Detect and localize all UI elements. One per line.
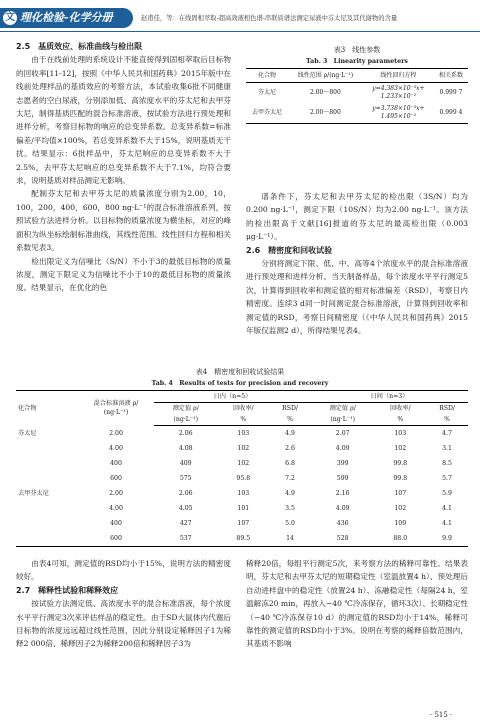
table-row bbox=[16, 516, 468, 531]
table-row bbox=[16, 456, 468, 471]
section-heading-2-7: 2.7 稀释性试验和稀释效应 bbox=[16, 585, 119, 595]
paragraph: 由表4可知，测定值的RSD均小于15%，说明方法的精密度较好。 bbox=[16, 559, 231, 582]
table-cell: 102 bbox=[394, 505, 407, 512]
table3-header: 化合物 bbox=[246, 69, 288, 83]
table-cell: 2.06 bbox=[178, 490, 193, 497]
compound-cell bbox=[16, 516, 78, 531]
table-cell: 4.9 bbox=[285, 430, 295, 437]
table-cell: 600 bbox=[78, 531, 154, 547]
header-divider bbox=[0, 31, 480, 32]
table-cell: 2.6 bbox=[285, 445, 295, 452]
paragraph: 按试验方法测定低、高浓度水平的混合标准溶液，每个浓度水平平行测定3次来评估样品的稳定性。由于SD大鼠体内代谢后目标物的浓度远远超过线性范围，因此分别设定稀释因子1为稀释2 000倍、稀释因子2为稀释200倍和稀释因子3为 bbox=[16, 599, 231, 649]
table-cell bbox=[363, 103, 434, 124]
table-cell: 2.00 bbox=[109, 490, 123, 497]
table-cell: 5.7 bbox=[442, 475, 452, 482]
table4-header-rsd: RSD/ bbox=[439, 405, 456, 412]
equation-line: y=3.738×10⁻³x+ bbox=[372, 105, 425, 112]
table-cell: 427 bbox=[179, 520, 192, 527]
table-cell: 4.08 bbox=[178, 445, 193, 452]
table-cell: 5.0 bbox=[285, 520, 295, 527]
table-cell: 99.8 bbox=[393, 460, 408, 467]
compound-cell bbox=[16, 441, 78, 456]
table4-header-compound: 化合物 bbox=[16, 391, 78, 426]
table-cell: 8.5 bbox=[442, 460, 452, 467]
paragraph: 分别将测定下限、低、中、高等4个浓度水平的混合标准溶液进行预处理和进样分析。当天制备样品，每个浓度水平平行测定5次，计算得到回收率和测定值的相对标准偏差（RSD），考察日内精密度。连续3 d同一时间测定混合标准溶液，计算得到回收率和测定值的RSD，考察日间精密度（《中华人民共和国药典》2015年版仅监测2 d），所得结果见表4。 bbox=[246, 259, 468, 336]
table-cell: 399 bbox=[336, 460, 349, 467]
section-heading-2-6: 2.6 精密度和回收试验 bbox=[246, 245, 333, 255]
table-cell: 103 bbox=[237, 490, 250, 497]
table3-header: 相关系数 bbox=[434, 69, 468, 83]
table-row bbox=[16, 441, 468, 456]
table-row bbox=[16, 531, 468, 547]
table3-caption: 表3 线性参数 bbox=[333, 46, 381, 54]
table-cell: 2.06 bbox=[178, 430, 193, 437]
table-cell: 2.07 bbox=[335, 430, 350, 437]
table3-caption-en: Tab. 3 Linearity parameters bbox=[306, 58, 408, 65]
journal-badge-icon: 文 bbox=[5, 12, 15, 23]
table-cell: 107 bbox=[394, 490, 407, 497]
table-cell: 2.00～800 bbox=[310, 89, 341, 96]
table4-header-unit: % bbox=[374, 414, 426, 426]
table-cell: 103 bbox=[237, 430, 250, 437]
table-row bbox=[16, 426, 468, 442]
table-cell: 409 bbox=[179, 460, 192, 467]
table-cell: 14 bbox=[269, 531, 311, 547]
paragraph: 稀释20倍，每组平行测定5次，来考察方法的稀释可靠性。结果表明，芬太尼和去甲芬太尼的短期稳定性（室温放置4 h）、预处理后自动进样盘中的稳定性（放置24 h）、冻融稳定性（每隔24 h，室温解冻20 min，再放入−40 ℃冷冻保存，循环3次）、长期稳定性（−40 ℃冷冻保存10 d）的测定值的RSD均小于14%，稀释可靠性的测定值的RSD均小于3%。说明在考察的稀释倍数范围内，其基质不影响 bbox=[246, 559, 468, 649]
equation-line: 1.233×10⁻² bbox=[380, 93, 417, 100]
equation-line: y=4.383×10⁻³x+ bbox=[372, 85, 425, 92]
paragraph: 由于在线前处理的系统设计不能直接得到固相萃取后目标物的回收率[11-12]，按照《中华人民共和国药典》2015年版中在线前处理样品的基质效应的考察方法，本试验收集6批不同健康志愿者的空白尿液，分别添加低、高浓度水平的芬太尼和去甲芬太尼，制得基质匹配的混合标准溶液，按试验方法进行预处理和进样分析，考察目标物的响应的总变异系数。总变异系数=标准偏差/平均值×100%，若总变异系数不大于15%，说明基质无干扰。结果显示：6批样品中，芬太尼响应的总变异系数不大于2.5%，去甲芬太尼响应的总变异系数不大于7.1%，均符合要求，说明基质对样品测定无影响。 bbox=[16, 55, 231, 186]
table-cell: 537 bbox=[154, 531, 217, 547]
table4-precision-recovery bbox=[16, 390, 468, 547]
table4-body bbox=[16, 426, 468, 547]
compound-cell bbox=[16, 531, 78, 547]
table4-header-measured: 测定值 ρ/ bbox=[329, 405, 356, 412]
table-cell: 109 bbox=[394, 520, 407, 527]
table4-header-measured: 测定值 ρ/ bbox=[172, 405, 199, 412]
equation-line: 1.495×10⁻² bbox=[380, 113, 417, 120]
table-cell: 575 bbox=[179, 475, 192, 482]
table4-header-unit: (ng·L⁻¹) bbox=[311, 414, 374, 426]
header-line: 混合标准溶液 ρ/ bbox=[93, 400, 139, 408]
table-cell: 芬太尼 bbox=[257, 89, 276, 96]
table-cell: 107 bbox=[237, 520, 250, 527]
table4-header-added bbox=[78, 391, 154, 426]
section-heading-2-5: 2.5 基质效应、标准曲线与检出限 bbox=[16, 42, 143, 51]
table-cell: 2.00 bbox=[109, 429, 123, 437]
table-cell: 101 bbox=[237, 505, 250, 512]
table-cell: 去甲芬太尼 bbox=[246, 103, 288, 124]
table-cell: 0.999 4 bbox=[434, 103, 468, 124]
paragraph: 检出限定义为信噪比（S/N）不小于3的最低目标物的质量浓度，测定下限定义为信噪比不小于10的最低目标物的质量浓度。结果显示，在优化的色 bbox=[16, 256, 231, 293]
table-cell: 3.5 bbox=[285, 505, 295, 512]
right-column-bottom bbox=[246, 557, 468, 651]
table4-header-recovery: 回收率/ bbox=[389, 405, 411, 412]
table-cell: 4.05 bbox=[178, 505, 193, 512]
table3-linearity bbox=[246, 68, 468, 124]
left-column-bottom bbox=[16, 557, 231, 651]
table4-caption-en: Tab. 4 Results of tests for precision and recovery bbox=[151, 380, 329, 387]
table-cell: 88.0 bbox=[374, 531, 426, 547]
table-cell: 0.999 7 bbox=[439, 89, 463, 96]
table-cell: 95.8 bbox=[236, 475, 251, 482]
journal-logo bbox=[0, 8, 133, 28]
table-cell: 102 bbox=[394, 445, 407, 452]
table-cell: 600 bbox=[110, 475, 122, 482]
table4-header-unit: % bbox=[269, 414, 311, 426]
table-cell: 400 bbox=[110, 460, 122, 467]
paragraph: 谱条件下，芬太尼和去甲芬太尼的检出限（3S/N）均为0.200 ng·L⁻¹，测定下限（10S/N）均为2.00 ng·L⁻¹。该方法的检出限高于文献[16]报道的芬太尼的最高检出限（0.003 μg·L⁻¹）。 bbox=[246, 192, 468, 242]
paragraph: 配制芬太尼和去甲芬太尼的质量浓度分别为2.00，10，100，200，400，600，800 ng·L⁻¹的混合标准溶液系列，按照试验方法进样分析。以目标物的质量浓度为横坐标，对应的峰面积为纵坐标绘制标准曲线，其线性范围、线性回归方程和相关系数见表3。 bbox=[16, 189, 231, 253]
table-row bbox=[16, 501, 468, 516]
table-cell: 4.00 bbox=[109, 445, 123, 452]
compound-cell: 去甲芬太尼 bbox=[18, 490, 49, 497]
table-cell: 103 bbox=[394, 430, 407, 437]
table-cell: 5.9 bbox=[442, 490, 452, 497]
compound-cell bbox=[16, 456, 78, 471]
right-column-top bbox=[246, 190, 468, 337]
table-cell: 2.16 bbox=[335, 490, 350, 497]
compound-cell bbox=[16, 501, 78, 516]
table-cell: 6.8 bbox=[285, 460, 295, 467]
table-cell: 4.1 bbox=[442, 505, 452, 512]
table4-header-inter-day: 日间（n=3） bbox=[311, 391, 468, 403]
table3-header: 线性范围 ρ/(ng·L⁻¹) bbox=[288, 69, 363, 83]
table-cell: 89.5 bbox=[217, 531, 269, 547]
table-cell: 3.1 bbox=[442, 445, 452, 452]
table4-header-unit: % bbox=[217, 414, 269, 426]
table4-header-recovery: 回收率/ bbox=[232, 405, 254, 412]
table-cell: 4.7 bbox=[442, 430, 452, 437]
table-cell: 436 bbox=[336, 520, 349, 527]
table-cell: 9.9 bbox=[426, 531, 468, 547]
table-cell: 4.00 bbox=[109, 505, 123, 512]
table-row bbox=[16, 471, 468, 486]
table4-header-unit: (ng·L⁻¹) bbox=[154, 414, 217, 426]
table-cell: 2.00～800 bbox=[288, 103, 363, 124]
table-cell: 4.09 bbox=[335, 445, 350, 452]
table-cell: 599 bbox=[336, 475, 349, 482]
running-head: 赵甫佳，等：在线固相萃取-超高效液相色谱-串联质谱法测定尿液中芬太尼及其代谢物的含量 bbox=[141, 15, 398, 22]
table-row bbox=[16, 486, 468, 501]
table-cell: 4.1 bbox=[442, 520, 452, 527]
page-number: · 515 · bbox=[430, 711, 453, 719]
table4-header-intra-day: 日内（n=5） bbox=[154, 391, 311, 403]
table-cell: 400 bbox=[110, 520, 122, 527]
table-cell bbox=[363, 83, 434, 104]
table-cell: 4.09 bbox=[335, 505, 350, 512]
journal-name: 理化检验-化学分册 bbox=[20, 11, 113, 24]
table4-caption: 表4 精密度和回收试验结果 bbox=[195, 368, 285, 376]
table4-header-unit: % bbox=[426, 414, 468, 426]
table4-header-rsd: RSD/ bbox=[282, 405, 299, 412]
table-cell: 4.9 bbox=[285, 490, 295, 497]
compound-cell bbox=[16, 471, 78, 486]
left-column-top bbox=[16, 40, 231, 295]
table-cell: 102 bbox=[237, 460, 250, 467]
table-cell: 528 bbox=[311, 531, 374, 547]
compound-cell: 芬太尼 bbox=[18, 429, 37, 437]
header-line: (ng·L⁻¹) bbox=[103, 409, 129, 417]
table-cell: 102 bbox=[237, 445, 250, 452]
table3-header: 线性回归方程 bbox=[363, 69, 434, 83]
table-row bbox=[246, 83, 468, 104]
table-cell: 99.8 bbox=[393, 475, 408, 482]
table-cell: 7.2 bbox=[285, 475, 295, 482]
table-row bbox=[246, 103, 468, 124]
